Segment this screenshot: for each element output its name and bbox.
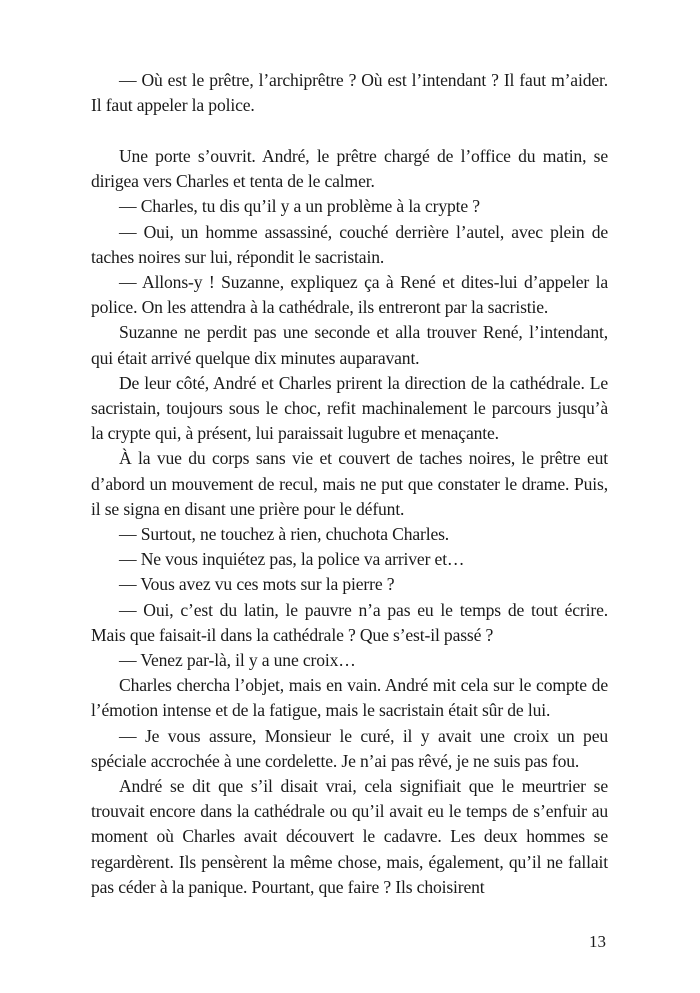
paragraph: À la vue du corps sans vie et couvert de taches noires, le prêtre eut d’abord un mouvement de recul, mais ne put que constater le drame. Puis, il se signa en disant une prière pour le défunt. [91,448,608,519]
paragraph: Charles chercha l’objet, mais en vain. André mit cela sur le compte de l’émotion intense et de la fatigue, mais le sacristain était sûr de lui. [91,675,608,721]
paragraph: — Charles, tu dis qu’il y a un problème à la crypte ? [119,196,480,217]
paragraph: — Vous avez vu ces mots sur la pierre ? [119,574,395,595]
paragraph: — Oui, un homme assassiné, couché derrière l’autel, avec plein de taches noires sur lui, répondit le sacristain. [91,221,608,267]
paragraph: — Ne vous inquiétez pas, la police va arriver et… [119,549,465,570]
paragraph: — Oui, c’est du latin, le pauvre n’a pas eu le temps de tout écrire. Mais que faisait-il dans la cathédrale ? Que s’est-il passé ? [91,599,608,645]
section-gap [91,118,608,144]
page-number: 13 [589,932,606,951]
body-text [91,68,608,900]
paragraph: De leur côté, André et Charles prirent la direction de la cathédrale. Le sacristain, toujours sous le choc, refit machinalement le parcours jusqu’à la crypte qui, à présent, lui paraissait lugubre et menaçante. [91,372,608,444]
paragraph: Une porte s’ouvrit. André, le prêtre chargé de l’office du matin, se dirigea vers Charles et tenta de le calmer. [91,145,608,192]
paragraph: Suzanne ne perdit pas une seconde et alla trouver René, l’intendant, qui était arrivé quelque dix minutes auparavant. [91,322,608,368]
paragraph: — Surtout, ne touchez à rien, chuchota Charles. [119,523,450,544]
paragraph: — Allons-y ! Suzanne, expliquez ça à René et dites-lui d’appeler la police. On les attendra à la cathédrale, ils entreront par la sacristie. [91,271,608,318]
paragraph: — Venez par-là, il y a une croix… [119,649,356,670]
paragraph: — Je vous assure, Monsieur le curé, il y avait une croix un peu spéciale accrochée à une cordelette. Je n’ai pas rêvé, je ne suis pas fou. [91,725,608,771]
paragraph: — Où est le prêtre, l’archiprêtre ? Où est l’intendant ? Il faut m’aider. Il faut appeler la police. [91,70,608,116]
paragraph: André se dit que s’il disait vrai, cela signifiait que le meurtrier se trouvait encore dans la cathédrale ou qu’il avait eu le temps de s’enfuir au moment où Charles avait découvert le cadavre. Les deux hommes se regardèrent. Ils pensèrent la même chose, mais, également, qu’il ne fallait pas céder à la panique. Pourtant, que faire ? Ils choisirent [91,775,608,897]
